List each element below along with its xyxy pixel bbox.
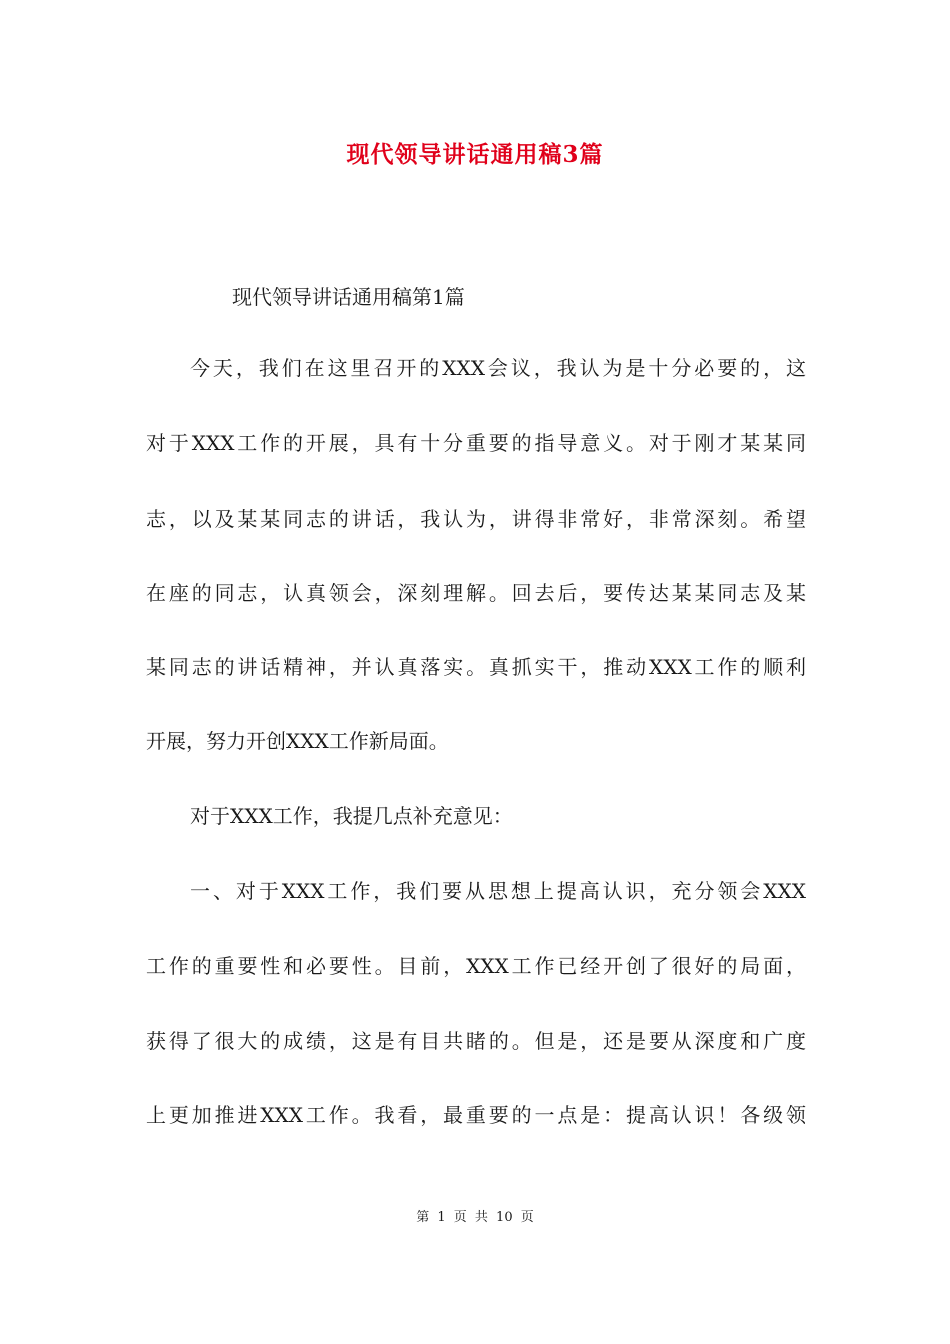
document-title: 现代领导讲话通用稿3篇: [346, 141, 604, 168]
body-line: 在座的同志，认真领会，深刻理解。回去后，要传达某某同志及某: [146, 581, 806, 605]
page-number-footer: 第 1 页 共 10 页: [416, 1210, 534, 1225]
body-line: 今天，我们在这里召开的XXX会议，我认为是十分必要的，这: [190, 356, 806, 380]
body-line: 对于XXX工作，我提几点补充意见：: [190, 804, 513, 828]
section-heading: 现代领导讲话通用稿第1篇: [232, 285, 465, 309]
body-line: 获得了很大的成绩，这是有目共睹的。但是，还是要从深度和广度: [146, 1029, 806, 1053]
body-line: 志，以及某某同志的讲话，我认为，讲得非常好，非常深刻。希望: [146, 507, 806, 531]
body-line: 一、对于XXX工作，我们要从思想上提高认识，充分领会XXX: [190, 879, 806, 903]
body-line: 工作的重要性和必要性。目前，XXX工作已经开创了很好的局面，: [146, 954, 806, 978]
body-line: 某同志的讲话精神，并认真落实。真抓实干，推动XXX工作的顺利: [146, 655, 806, 679]
body-line: 对于XXX工作的开展，具有十分重要的指导意义。对于刚才某某同: [146, 431, 806, 455]
body-line: 上更加推进XXX工作。我看，最重要的一点是：提高认识！各级领: [146, 1103, 806, 1127]
body-line: 开展，努力开创XXX工作新局面。: [146, 729, 449, 753]
